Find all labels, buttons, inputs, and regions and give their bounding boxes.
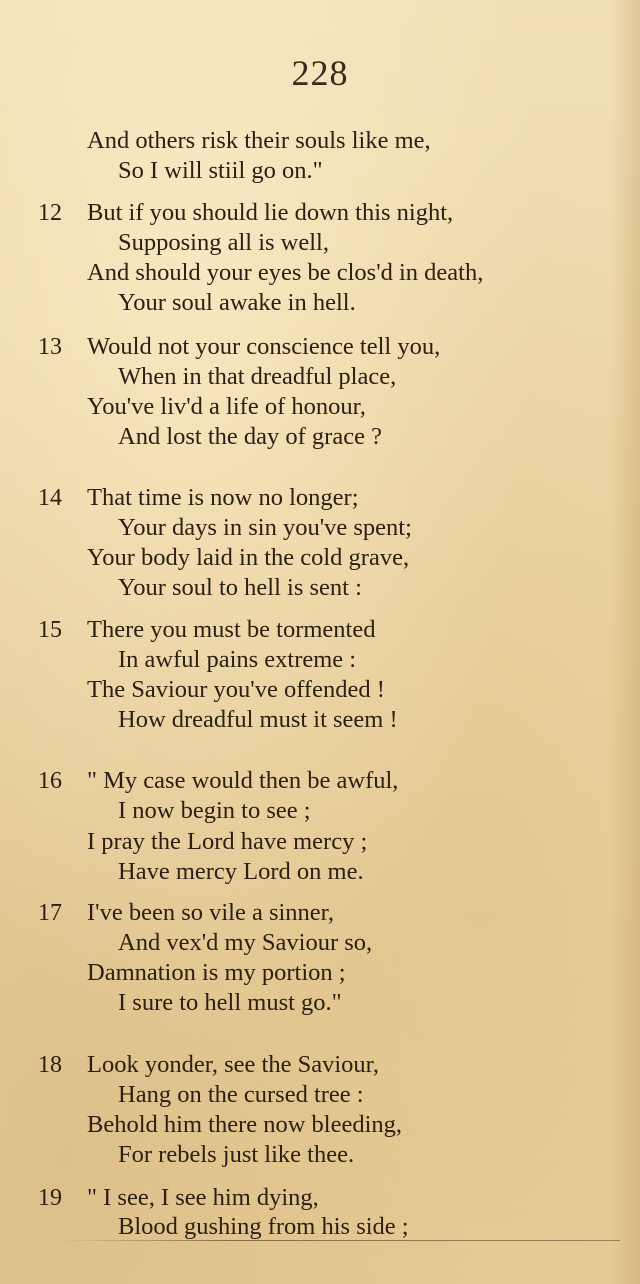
verse-line: Hang on the cursed tree : (118, 1081, 364, 1108)
stanza-number: 19 (38, 1185, 62, 1211)
verse-line: Your body laid in the cold grave, (87, 544, 410, 571)
stanza-number: 18 (38, 1052, 62, 1078)
verse-line: I now begin to see ; (118, 797, 311, 824)
verse-line: There you must be tormented (87, 616, 376, 643)
verse-line: Supposing all is well, (118, 229, 329, 256)
stanza-number: 15 (38, 617, 62, 643)
verse-line: I sure to hell must go." (118, 989, 342, 1016)
verse-line: " My case would then be awful, (87, 767, 399, 794)
verse-line: And lost the day of grace ? (118, 423, 382, 450)
stanza-number: 17 (38, 900, 62, 926)
verse-line: But if you should lie down this night, (87, 199, 454, 226)
verse-line: Look yonder, see the Saviour, (87, 1051, 379, 1078)
verse-line: When in that dreadful place, (118, 363, 397, 390)
verse-line: Behold him there now bleeding, (87, 1111, 403, 1138)
verse-line: Your soul awake in hell. (118, 289, 356, 316)
verse-line: Damnation is my portion ; (87, 959, 346, 986)
verse-line: Have mercy Lord on me. (118, 858, 364, 885)
verse-line: I pray the Lord have mercy ; (87, 828, 368, 855)
verse-line: You've liv'd a life of honour, (87, 393, 366, 420)
page-number: 228 (291, 53, 349, 93)
verse-line: " I see, I see him dying, (87, 1184, 319, 1211)
page-bottom-rule (60, 1240, 620, 1241)
stanza-number: 13 (38, 334, 62, 360)
verse-line: In awful pains extreme : (118, 646, 357, 673)
verse-line: I've been so vile a sinner, (87, 899, 334, 926)
verse-line: So I will stiil go on." (118, 157, 323, 184)
verse-line: And should your eyes be clos'd in death, (87, 259, 484, 286)
verse-line: Your days in sin you've spent; (118, 514, 412, 541)
verse-line: And others risk their souls like me, (87, 127, 431, 154)
verse-line: That time is now no longer; (87, 484, 359, 511)
verse-line: And vex'd my Saviour so, (118, 929, 373, 956)
verse-line: The Saviour you've offended ! (87, 676, 385, 703)
verse-line: Would not your conscience tell you, (87, 333, 441, 360)
page-edge-shadow (610, 0, 640, 1284)
verse-line: How dreadful must it seem ! (118, 706, 398, 733)
stanza-number: 14 (38, 485, 62, 511)
stanza-number: 12 (38, 200, 62, 226)
verse-line: Blood gushing from his side ; (118, 1213, 409, 1240)
verse-line: Your soul to hell is sent : (118, 574, 362, 601)
verse-line: For rebels just like thee. (118, 1141, 355, 1168)
stanza-number: 16 (38, 768, 62, 794)
